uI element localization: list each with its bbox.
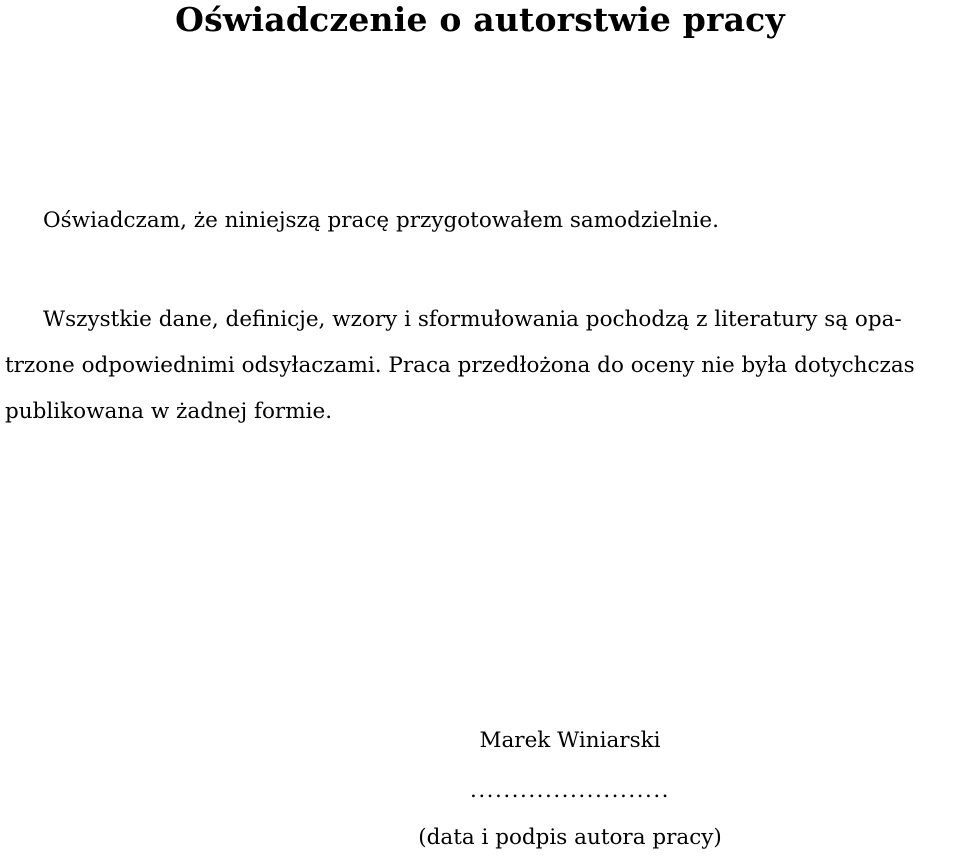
- declaration-statement: Oświadczam, że niniejszą pracę przygotowałem samodzielnie.: [43, 208, 719, 233]
- page-title: Oświadczenie o autorstwie pracy: [175, 0, 785, 39]
- signature-line: ........................: [469, 778, 671, 803]
- body-text-line: publikowana w żadnej formie.: [5, 399, 333, 424]
- signature-caption: (data i podpis autora pracy): [418, 825, 722, 850]
- body-text-line: Wszystkie dane, definicje, wzory i sformułowania pochodzą z literatury są opa-: [43, 307, 902, 332]
- author-name: Marek Winiarski: [479, 728, 661, 753]
- body-text-line: trzone odpowiednimi odsyłaczami. Praca przedłożona do oceny nie była dotychczas: [5, 353, 915, 378]
